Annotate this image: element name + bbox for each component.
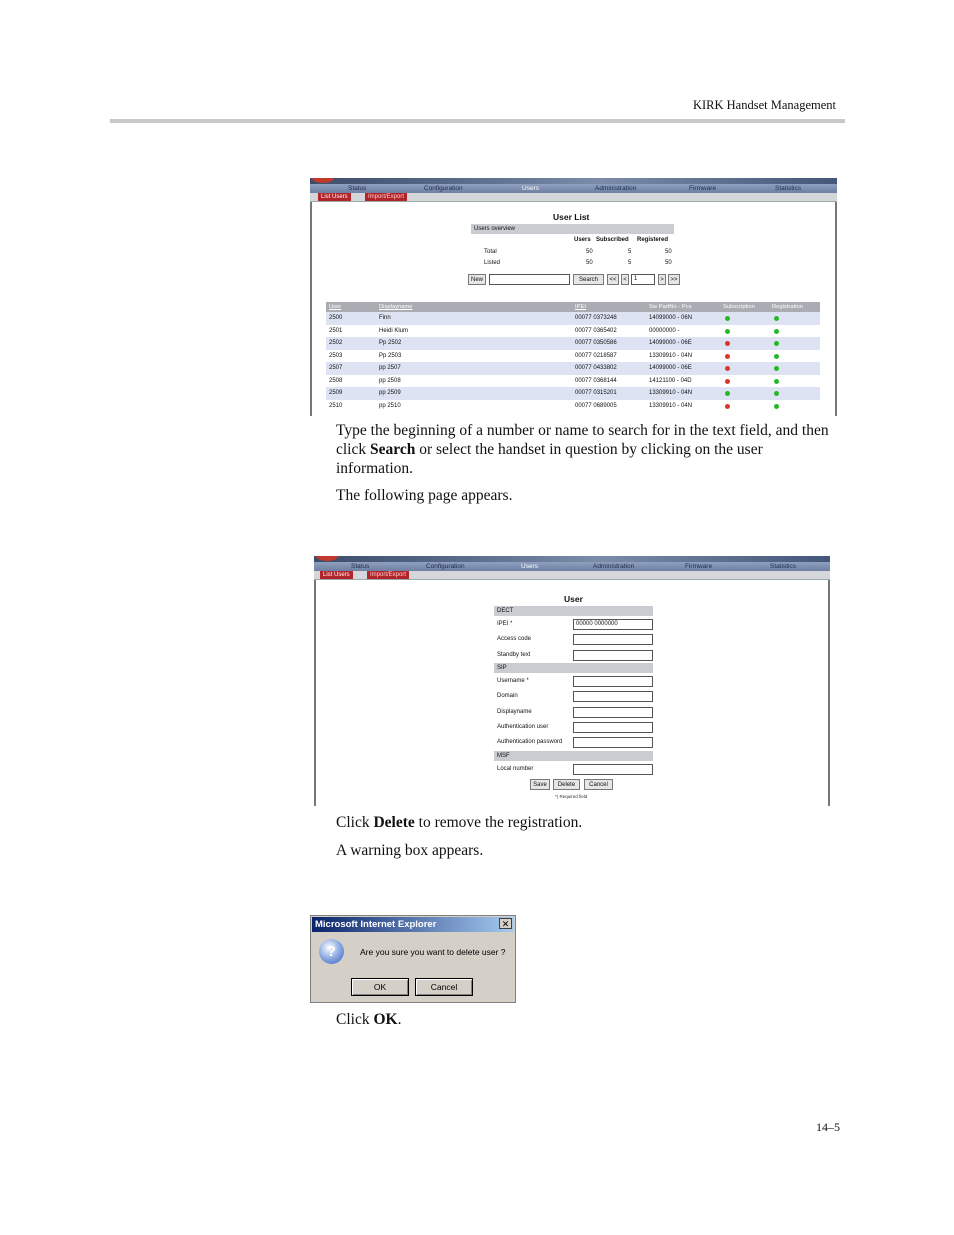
cell-displayname: Pp 2503	[379, 352, 402, 359]
cell-sw-partno: 13309910 - 04N	[649, 402, 693, 409]
cell-sw-partno: 14099000 - 06N	[649, 315, 693, 321]
instruction-warning: A warning box appears.	[336, 842, 484, 859]
nav-statistics[interactable]: Statistics	[770, 563, 797, 570]
label-username: Username *	[497, 678, 529, 684]
subscription-status-icon	[725, 316, 730, 321]
subscription-status-icon	[725, 391, 730, 396]
listed-subscribed: 5	[628, 260, 632, 266]
required-field-note: *) Required field	[555, 794, 588, 799]
listed-users: 50	[586, 260, 593, 266]
subscription-status-icon	[725, 404, 730, 409]
ipei-input[interactable]: 00000 0000000	[573, 619, 653, 630]
section-sip: SIP	[494, 663, 653, 673]
cell-ipei: 00077 0373248	[575, 315, 617, 321]
displayname-input[interactable]	[573, 707, 653, 718]
logo-icon	[312, 178, 334, 183]
cell-user: 2503	[329, 352, 343, 359]
cancel-button[interactable]: Cancel	[584, 779, 613, 790]
table-row[interactable]	[326, 337, 820, 350]
label-displayname: Displayname	[497, 709, 532, 715]
cell-ipei: 00077 0315201	[575, 390, 617, 396]
nav-users[interactable]: Users	[521, 563, 538, 570]
nav-users[interactable]: Users	[522, 185, 539, 192]
domain-input[interactable]	[573, 691, 653, 702]
cell-displayname: pp 2508	[379, 377, 401, 384]
instruction-delete: Click Delete to remove the registration.	[336, 814, 583, 831]
nav-bar	[310, 184, 837, 193]
cell-ipei: 00077 0689005	[575, 402, 617, 409]
page-number: 14–5	[816, 1120, 840, 1134]
subscription-status-icon	[725, 379, 730, 384]
cell-displayname: Finn	[379, 315, 391, 321]
col-registered: Registered	[637, 237, 669, 243]
total-label: Total	[484, 249, 497, 255]
cell-sw-partno: 14099000 - 06E	[649, 340, 692, 346]
header-rule	[110, 119, 845, 123]
cell-ipei: 00077 0433802	[575, 365, 617, 371]
subtab-import-export[interactable]: Import/Export	[365, 193, 407, 201]
total-users: 50	[586, 249, 593, 255]
table-row[interactable]	[326, 312, 820, 325]
label-auth-user: Authentication user	[497, 724, 549, 730]
instruction-search: Type the beginning of a number or name to search for in the text field, and then click Search or select the handset in question by clicking on the user information.	[336, 422, 829, 477]
search-input[interactable]	[489, 274, 570, 285]
page-title: User	[564, 594, 583, 604]
page-number-input[interactable]: 1	[631, 274, 655, 285]
section-msf: MSF	[494, 751, 653, 761]
local-number-input[interactable]	[573, 764, 653, 775]
username-input[interactable]	[573, 676, 653, 687]
cell-ipei: 00077 0368144	[575, 377, 617, 384]
dialog-title-bar	[312, 917, 514, 932]
registration-status-icon	[774, 354, 779, 359]
question-icon: ?	[319, 939, 344, 964]
standby-text-input[interactable]	[573, 650, 653, 661]
subscription-status-icon	[725, 354, 730, 359]
cell-displayname: pp 2510	[379, 402, 401, 409]
th-user[interactable]: User	[329, 304, 342, 310]
nav-statistics[interactable]: Statistics	[775, 185, 802, 192]
cell-sw-partno: 13309910 - 04N	[649, 352, 693, 359]
first-page-button[interactable]: <<	[607, 274, 619, 285]
label-access-code: Access code	[497, 636, 532, 642]
col-users: Users	[574, 237, 591, 243]
th-sw-partno: Sw PartNo - Pcs	[649, 304, 692, 310]
nav-configuration[interactable]: Configuration	[426, 563, 465, 570]
nav-firmware[interactable]: Firmware	[685, 563, 713, 570]
label-standby-text: Standby text	[497, 652, 531, 658]
table-row[interactable]	[326, 350, 820, 363]
cell-ipei: 00077 0218587	[575, 352, 617, 359]
registration-status-icon	[774, 404, 779, 409]
cell-displayname: Heidi Klum	[379, 327, 409, 334]
cell-user: 2510	[329, 402, 343, 409]
auth-user-input[interactable]	[573, 722, 653, 733]
col-subscribed: Subscribed	[596, 237, 629, 243]
subscription-status-icon	[725, 329, 730, 334]
table-row[interactable]	[326, 387, 820, 400]
table-row[interactable]	[326, 362, 820, 375]
subscription-status-icon	[725, 341, 730, 346]
logo-icon	[316, 556, 338, 561]
label-auth-password: Authentication password	[497, 739, 563, 745]
nav-administration[interactable]: Administration	[595, 185, 637, 192]
cell-ipei: 00077 0350586	[575, 340, 617, 346]
registration-status-icon	[774, 329, 779, 334]
cell-sw-partno: 14121100 - 04D	[649, 377, 692, 384]
instruction-following-page: The following page appears.	[336, 487, 513, 504]
nav-status[interactable]: Status	[351, 563, 370, 570]
close-icon[interactable]: ✕	[499, 918, 512, 929]
subtab-list-users[interactable]: List Users	[320, 571, 353, 579]
th-subscription: Subscription	[723, 304, 755, 310]
subtab-import-export[interactable]: Import/Export	[367, 571, 409, 579]
dialog-cancel-button[interactable]: Cancel	[415, 978, 473, 996]
cell-displayname: pp 2507	[379, 365, 401, 371]
cell-user: 2507	[329, 365, 343, 371]
registration-status-icon	[774, 316, 779, 321]
next-page-button[interactable]: >	[658, 274, 666, 285]
label-ipei: IPEI *	[497, 621, 513, 627]
prev-page-button[interactable]: <	[621, 274, 629, 285]
ok-button[interactable]: OK	[351, 978, 409, 996]
nav-bar	[314, 562, 830, 571]
registration-status-icon	[774, 379, 779, 384]
new-button[interactable]: New	[468, 274, 486, 285]
subscription-status-icon	[725, 366, 730, 371]
cell-user: 2501	[329, 327, 343, 334]
table-row[interactable]	[326, 400, 820, 413]
registration-status-icon	[774, 391, 779, 396]
listed-registered: 50	[665, 260, 672, 266]
cell-user: 2509	[329, 390, 343, 396]
total-registered: 50	[665, 249, 672, 255]
cell-sw-partno: 14099000 - 06E	[649, 365, 692, 371]
cell-sw-partno: 13309910 - 04N	[649, 390, 693, 396]
save-button[interactable]: Save	[530, 779, 550, 790]
access-code-input[interactable]	[573, 634, 653, 645]
dialog-message: Are you sure you want to delete user ?	[360, 947, 506, 957]
cell-ipei: 00077 0365402	[575, 327, 617, 334]
confirm-delete-dialog	[310, 915, 516, 1003]
cell-user: 2500	[329, 315, 343, 321]
page-title: User List	[553, 212, 590, 222]
label-local-number: Local number	[497, 766, 534, 772]
running-header-title: KIRK Handset Management	[692, 98, 836, 112]
registration-status-icon	[774, 341, 779, 346]
nav-status[interactable]: Status	[348, 185, 367, 192]
cell-displayname: Pp 2502	[379, 340, 402, 346]
search-button[interactable]: Search	[573, 274, 604, 285]
auth-password-input[interactable]	[573, 737, 653, 748]
dialog-title: Microsoft Internet Explorer	[315, 919, 437, 930]
instruction-ok: Click OK.	[336, 1011, 402, 1028]
registration-status-icon	[774, 366, 779, 371]
th-ipei[interactable]: IPEI	[575, 304, 586, 310]
user-form-screenshot	[314, 556, 830, 806]
th-registration: Registration	[772, 304, 803, 310]
label-domain: Domain	[497, 693, 518, 699]
th-displayname[interactable]: Displayname	[379, 304, 413, 310]
overview-header: Users overview	[471, 224, 674, 234]
cell-user: 2502	[329, 340, 343, 346]
cell-sw-partno: 00000000 -	[649, 327, 680, 334]
delete-button[interactable]: Delete	[553, 779, 580, 790]
table-row[interactable]	[326, 325, 820, 338]
nav-administration[interactable]: Administration	[593, 563, 635, 570]
section-dect: DECT	[494, 606, 653, 616]
cell-displayname: pp 2509	[379, 390, 401, 396]
nav-configuration[interactable]: Configuration	[424, 185, 463, 192]
subtab-list-users[interactable]: List Users	[318, 193, 351, 201]
user-list-screenshot	[310, 178, 837, 416]
nav-firmware[interactable]: Firmware	[689, 185, 717, 192]
last-page-button[interactable]: >>	[668, 274, 680, 285]
total-subscribed: 5	[628, 249, 632, 255]
table-row[interactable]	[326, 375, 820, 388]
listed-label: Listed	[484, 260, 501, 266]
cell-user: 2508	[329, 377, 343, 384]
